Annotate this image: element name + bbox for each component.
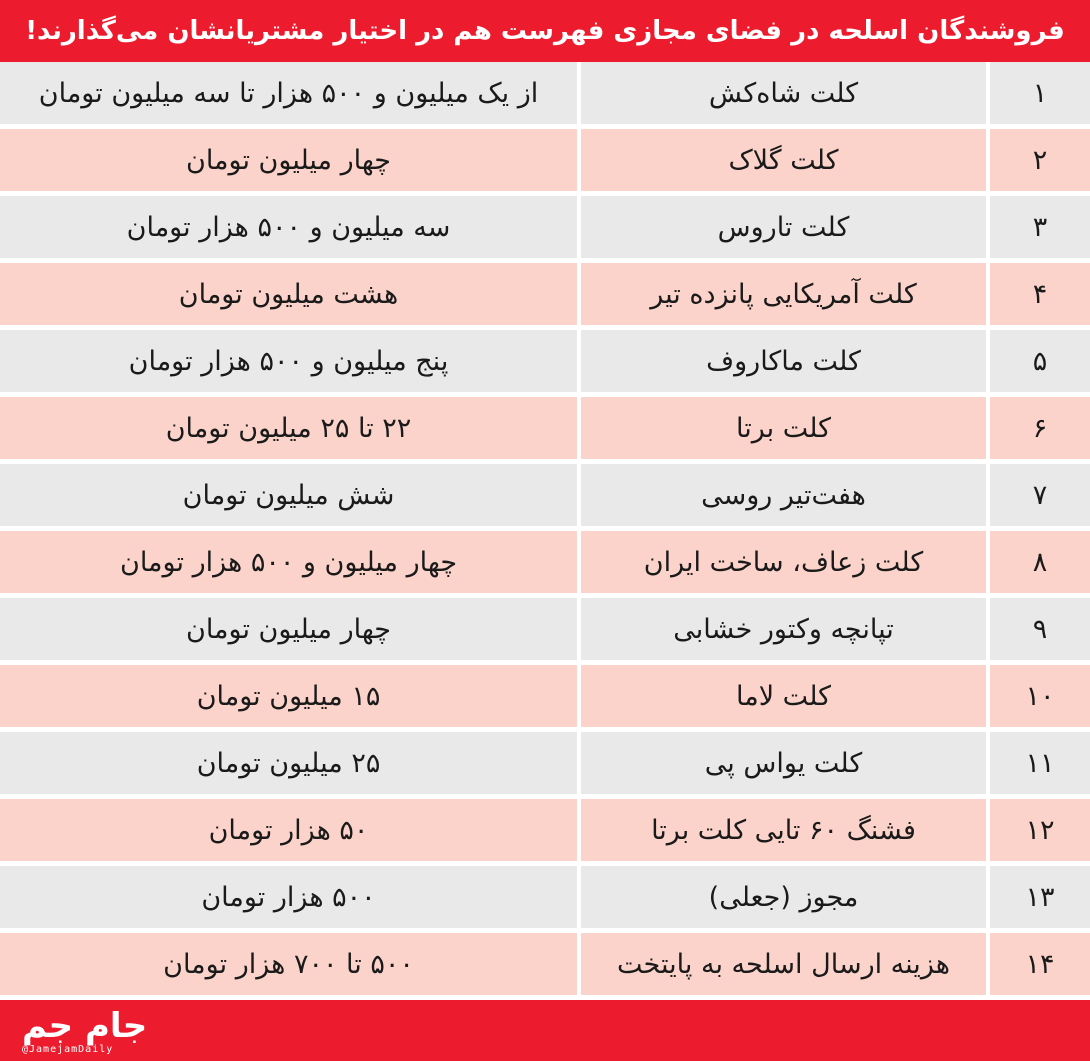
price-table — [0, 62, 1090, 1000]
item-name: کلت ماکاروف — [577, 330, 990, 392]
row-number: ۱۱ — [1025, 747, 1055, 779]
item-name: تپانچه وکتور خشابی — [577, 598, 990, 660]
row-number: ۷ — [1032, 479, 1048, 511]
table-row — [0, 464, 1090, 526]
item-price: چهار میلیون تومان — [185, 144, 392, 176]
table-row — [0, 531, 1090, 593]
table-row — [0, 732, 1090, 794]
logo-wordmark: جام جم — [22, 1006, 148, 1046]
item-name: فشنگ ۶۰ تایی کلت برتا — [577, 799, 990, 861]
table-row — [0, 598, 1090, 660]
row-number: ۲ — [1032, 144, 1048, 176]
table-row — [0, 196, 1090, 258]
item-price: ۱۵ میلیون تومان — [196, 680, 381, 712]
item-price: ۵۰۰ هزار تومان — [201, 881, 376, 913]
item-name: کلت تاروس — [577, 196, 990, 258]
row-number: ۱۲ — [1025, 814, 1055, 846]
item-name: کلت برتا — [577, 397, 990, 459]
table-row — [0, 129, 1090, 191]
social-handle: @JamejamDaily — [22, 1044, 114, 1055]
item-price: ۵۰۰ تا ۷۰۰ هزار تومان — [163, 948, 414, 980]
row-number: ۱ — [1032, 77, 1048, 109]
row-number: ۱۴ — [1025, 948, 1055, 980]
row-number: ۶ — [1032, 412, 1048, 444]
item-name: کلت یواس پی — [577, 732, 990, 794]
row-number: ۱۳ — [1025, 881, 1055, 913]
table-row — [0, 62, 1090, 124]
item-name: کلت شاه‌کش — [577, 62, 990, 124]
table-row — [0, 866, 1090, 928]
item-price: ۲۲ تا ۲۵ میلیون تومان — [165, 412, 412, 444]
item-price: هشت میلیون تومان — [178, 278, 399, 310]
item-name: کلت لاما — [577, 665, 990, 727]
item-name: کلت آمریکایی پانزده تیر — [577, 263, 990, 325]
row-number: ۵ — [1032, 345, 1048, 377]
row-number: ۱۰ — [1025, 680, 1055, 712]
item-name: هفت‌تیر روسی — [577, 464, 990, 526]
row-number: ۸ — [1032, 546, 1048, 578]
item-price: ۵۰ هزار تومان — [208, 814, 369, 846]
row-number: ۳ — [1032, 211, 1048, 243]
table-row — [0, 799, 1090, 861]
page-title: فروشندگان اسلحه در فضای مجازی فهرست هم در اختیار مشتریانشان می‌گذارند! — [25, 16, 1065, 46]
item-price: از یک میلیون و ۵۰۰ هزار تا سه میلیون تومان — [38, 77, 539, 109]
item-price: چهار میلیون و ۵۰۰ هزار تومان — [120, 546, 458, 578]
item-name: کلت گلاک — [577, 129, 990, 191]
item-price: ۲۵ میلیون تومان — [196, 747, 381, 779]
footer-bar — [0, 1000, 1090, 1061]
item-price: پنج میلیون و ۵۰۰ هزار تومان — [128, 345, 449, 377]
item-name: هزینه ارسال اسلحه به پایتخت — [577, 933, 990, 995]
title-banner — [0, 0, 1090, 62]
jamejam-logo — [22, 1006, 212, 1056]
table-row — [0, 263, 1090, 325]
row-number: ۹ — [1032, 613, 1048, 645]
table-row — [0, 933, 1090, 995]
item-price: چهار میلیون تومان — [185, 613, 392, 645]
table-row — [0, 330, 1090, 392]
row-number: ۴ — [1032, 278, 1048, 310]
item-price: شش میلیون تومان — [182, 479, 395, 511]
table-row — [0, 397, 1090, 459]
item-name: کلت زعاف، ساخت ایران — [577, 531, 990, 593]
item-name: مجوز (جعلی) — [577, 866, 990, 928]
table-row — [0, 665, 1090, 727]
item-price: سه میلیون و ۵۰۰ هزار تومان — [126, 211, 451, 243]
